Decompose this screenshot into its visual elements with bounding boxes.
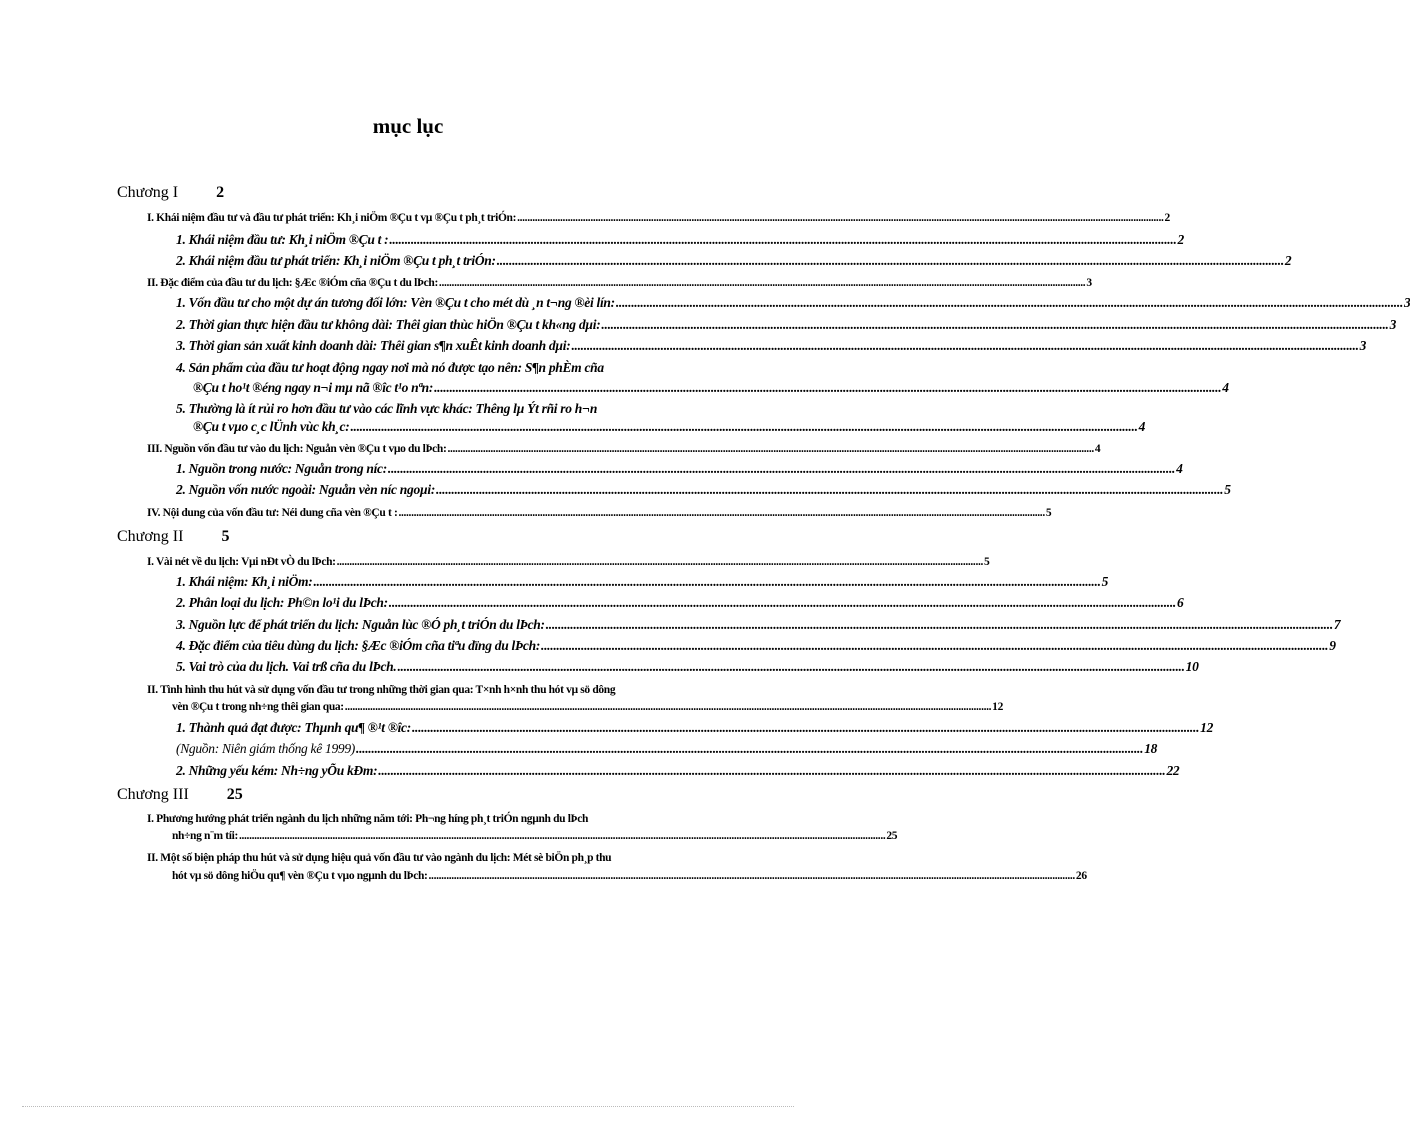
toc-page-number: 5: [1101, 574, 1109, 589]
toc-entry-text: II. Tình hình thu hút và sử dụng vốn đầu tư trong những thời gian qua: T×nh h×nh thu hót vµ sö dông: [147, 684, 616, 696]
toc-entry[interactable]: [176, 595, 1184, 611]
leader-dots: [239, 830, 885, 842]
toc-entry-text: 4. Sản phẩm của đầu tư hoạt động ngay nơi mà nó được tạo nên: S¶n phÈm cña: [176, 360, 604, 375]
toc-entry-text: vèn ®Çu t trong nh÷ng thêi gian qua:: [172, 701, 344, 713]
toc-entry[interactable]: [176, 338, 1367, 354]
toc-entry-text: II. Đặc điểm của đầu tư du lịch: §Æc ®iÓm cña ®Çu t du lÞch:: [147, 277, 438, 289]
toc-page-number: 5: [984, 556, 990, 568]
toc-entry-text: IV. Nội dung của vốn đầu tư: Néi dung cña vèn ®Çu t :: [147, 507, 398, 519]
leader-dots: [389, 595, 1176, 611]
toc-entry-text: 2. Thời gian thực hiện đầu tư không dài: Thêi gian thùc hiÖn ®Çu t kh«ng dµi:: [176, 317, 601, 332]
toc-entry[interactable]: [176, 574, 1109, 590]
chapter-heading[interactable]: [117, 184, 224, 202]
chapter-label: Chương III: [117, 786, 189, 803]
toc-page-number: 4: [1176, 461, 1183, 476]
leader-dots: [497, 253, 1284, 269]
toc-entry[interactable]: [176, 741, 1158, 757]
toc-entry[interactable]: [147, 684, 739, 696]
toc-page-number: 4: [1094, 443, 1101, 455]
toc-entry-text: hót vµ sö dông hiÖu qu¶ vèn ®Çu t vµo ngµnh du lÞch:: [172, 870, 428, 882]
toc-page-number: 12: [1200, 720, 1214, 735]
toc-entry[interactable]: [147, 556, 990, 568]
toc-entry-text: 5. Thường là ít rủi ro hơn đầu tư vào các lĩnh vực khác: Thêng lµ Ýt rñi ro h¬n: [176, 401, 598, 416]
toc-entry-text: ®Çu t ho¹t ®éng ngay n¬i mµ nã ®îc t¹o nªn:: [193, 380, 434, 395]
toc-entry[interactable]: [176, 482, 1231, 498]
toc-page-number: 22: [1166, 763, 1180, 778]
chapter-page: 5: [221, 528, 230, 545]
leader-dots: [378, 763, 1165, 779]
toc-entry[interactable]: [147, 507, 1052, 519]
leader-dots: [571, 338, 1358, 354]
toc-page-number: 4: [1138, 419, 1146, 434]
leader-dots: [337, 556, 983, 568]
toc-page-number: 4: [1222, 380, 1229, 395]
toc-entry[interactable]: [147, 212, 1170, 224]
leader-dots: [388, 461, 1175, 477]
leader-dots: [412, 720, 1199, 736]
toc-page-number: 2: [1177, 232, 1184, 247]
leader-dots: [434, 380, 1221, 396]
leader-dots: [447, 443, 1093, 455]
toc-page-number: 26: [1075, 870, 1087, 882]
chapter-label: Chương II: [117, 528, 184, 545]
leader-dots: [313, 574, 1100, 590]
chapter-heading[interactable]: [117, 528, 229, 546]
toc-entry-text: 1. Vốn đầu tư cho một dự án tương đối lớn: Vèn ®Çu t cho mét dù ¸n t¬ng ®èi lín:: [176, 295, 615, 310]
toc-entry[interactable]: [176, 232, 1184, 248]
toc-page-number: 10: [1185, 659, 1199, 674]
toc-page-number: 3: [1404, 295, 1410, 310]
leader-dots: [601, 317, 1388, 333]
toc-page-number: 12: [992, 701, 1003, 713]
toc-entry-text: 5. Vai trò của du lịch. Vai trß cña du lÞch.: [176, 659, 397, 674]
toc-entry[interactable]: [176, 295, 1410, 311]
leader-dots: [345, 701, 991, 713]
leader-dots: [429, 870, 1075, 882]
toc-entry[interactable]: [176, 638, 1336, 654]
toc-page-number: 9: [1329, 638, 1336, 653]
chapter-page: 25: [226, 786, 243, 803]
toc-entry[interactable]: [147, 277, 1092, 289]
leader-dots: [546, 617, 1333, 633]
toc-entry[interactable]: [176, 763, 1180, 779]
leader-dots: [356, 741, 1143, 757]
toc-entry[interactable]: [176, 253, 1292, 269]
page-bottom-divider: [22, 1106, 794, 1107]
toc-entry-text: (Nguồn: Niên giám thống kê 1999): [176, 741, 355, 756]
toc-entry-text: 1. Thành quả đạt được: Thµnh qu¶ ®¹t ®îc:: [176, 720, 411, 735]
toc-entry[interactable]: [147, 443, 1101, 455]
toc-page-number: 25: [886, 830, 898, 842]
leader-dots: [541, 638, 1328, 654]
leader-dots: [350, 419, 1137, 435]
toc-entry[interactable]: [176, 360, 739, 376]
chapter-label: Chương I: [117, 184, 179, 201]
leader-dots: [517, 212, 1163, 224]
toc-entry[interactable]: [176, 401, 739, 417]
toc-entry[interactable]: [147, 852, 739, 864]
leader-dots: [398, 507, 1044, 519]
chapter-page: 2: [216, 184, 225, 201]
toc-entry[interactable]: [176, 659, 1199, 675]
leader-dots: [397, 659, 1184, 675]
toc-entry-text: 1. Nguồn trong nước: Nguån trong níc:: [176, 461, 387, 476]
chapter-heading[interactable]: [117, 786, 243, 804]
toc-entry-text: nh÷ng n¨m tíi:: [172, 830, 238, 842]
toc-entry-text: I. Vài nét về du lịch: Vµi nÐt vÒ du lÞch:: [147, 556, 336, 568]
toc-page-number: 2: [1164, 212, 1170, 224]
toc-entry-text: 3. Nguồn lực để phát triển du lịch: Nguån lùc ®Ó ph¸t triÓn du lÞch:: [176, 617, 545, 632]
toc-page-number: 3: [1359, 338, 1367, 353]
toc-page-number: 3: [1086, 277, 1092, 289]
toc-page-number: 7: [1333, 617, 1341, 632]
toc-entry[interactable]: [176, 720, 1214, 736]
toc-entry-text: 2. Nguồn vốn nước ngoài: Nguån vèn níc ngoµi:: [176, 482, 436, 497]
toc-entry-text: III. Nguồn vốn đầu tư vào du lịch: Nguån vèn ®Çu t vµo du lÞch:: [147, 443, 447, 455]
page-title: mục lục: [372, 114, 444, 138]
toc-entry-text: II. Một số biện pháp thu hút và sử dụng hiệu quả vốn đầu tư vào ngành du lịch: Mét sè biÖn ph¸p thu: [147, 852, 612, 864]
toc-entry-continuation[interactable]: [172, 701, 1003, 713]
toc-entry-text: 1. Khái niệm: Kh¸i niÖm:: [176, 574, 313, 589]
toc-page-number: 6: [1177, 595, 1184, 610]
toc-entry[interactable]: [176, 317, 1397, 333]
toc-page-number: 5: [1045, 507, 1052, 519]
toc-entry-text: 2. Phân loại du lịch: Ph©n lo¹i du lÞch:: [176, 595, 388, 610]
toc-entry[interactable]: [147, 813, 739, 825]
toc-entry-text: I. Khái niệm đầu tư và đầu tư phát triển: Kh¸i niÖm ®Çu t vµ ®Çu t ph¸t triÓn:: [147, 212, 517, 224]
leader-dots: [436, 482, 1223, 498]
toc-page-number: 2: [1284, 253, 1292, 268]
toc-entry-continuation[interactable]: [193, 419, 1146, 435]
toc-page-number: 3: [1389, 317, 1397, 332]
toc-entry[interactable]: [176, 461, 1183, 477]
toc-page-number: 5: [1224, 482, 1231, 497]
toc-entry-text: 2. Những yếu kém: Nh÷ng yÕu kÐm:: [176, 763, 378, 778]
toc-entry-text: I. Phương hướng phát triển ngành du lịch những năm tới: Ph¬ng híng ph¸t triÓn ngµnh du lÞch: [147, 813, 589, 825]
toc-entry-text: ®Çu t vµo c¸c lÜnh vùc kh¸c:: [193, 419, 350, 434]
leader-dots: [616, 295, 1403, 311]
leader-dots: [389, 232, 1176, 248]
toc-entry-text: 4. Đặc điểm của tiêu dùng du lịch: §Æc ®iÓm cña tiªu dïng du lÞch:: [176, 638, 541, 653]
toc-entry-text: 3. Thời gian sản xuất kinh doanh dài: Thêi gian s¶n xuÊt kinh doanh dµi:: [176, 338, 571, 353]
toc-entry-text: 2. Khái niệm đầu tư phát triển: Kh¸i niÖm ®Çu t ph¸t triÓn:: [176, 253, 496, 268]
toc-entry-continuation[interactable]: [172, 870, 1087, 882]
toc-entry-continuation[interactable]: [193, 380, 1229, 396]
toc-entry[interactable]: [176, 617, 1341, 633]
toc-entry-text: 1. Khái niệm đầu tư: Kh¸i niÖm ®Çu t :: [176, 232, 389, 247]
toc-entry-continuation[interactable]: [172, 830, 898, 842]
toc-page-number: 18: [1144, 741, 1158, 756]
leader-dots: [439, 277, 1085, 289]
